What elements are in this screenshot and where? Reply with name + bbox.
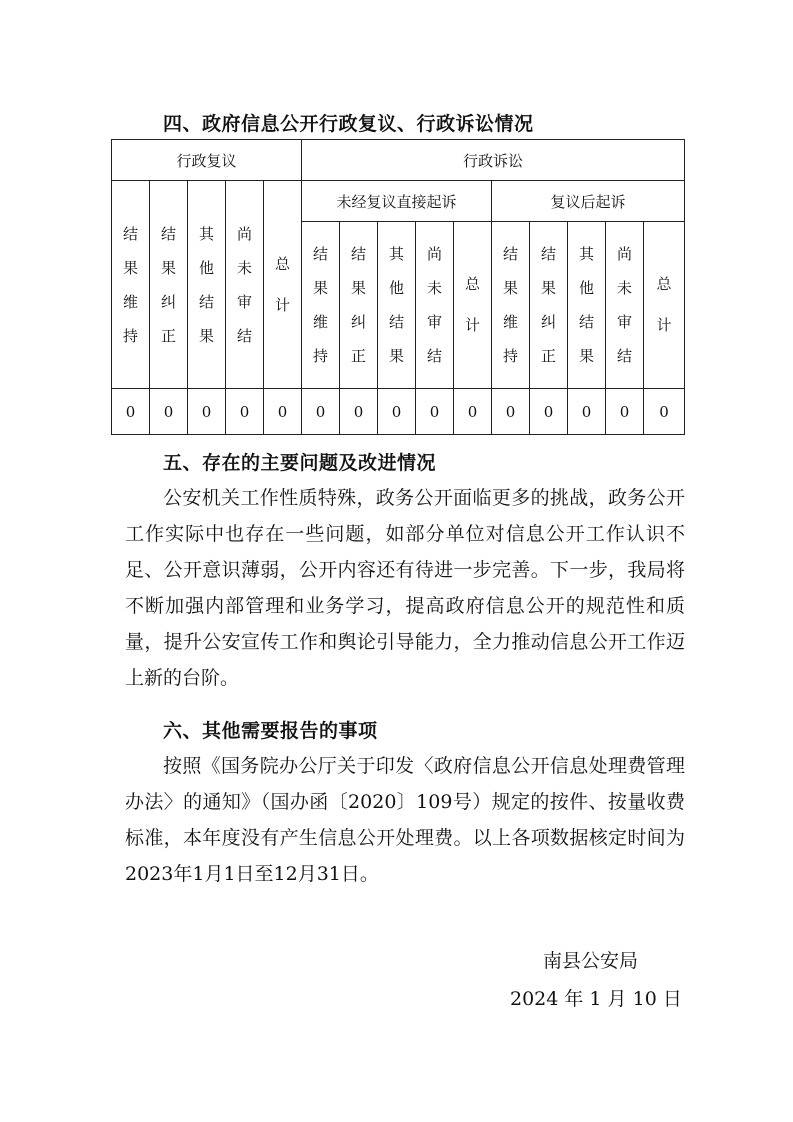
signature-organization: 南县公安局 [543, 950, 639, 972]
direct-value-cell: 0 [454, 389, 492, 435]
direct-value-cell: 0 [378, 389, 416, 435]
after-col-header: 结果纠正 [530, 222, 568, 389]
after-col-header: 总计 [644, 222, 685, 389]
review-value-cell: 0 [264, 389, 302, 435]
direct-col-header: 结果维持 [302, 222, 340, 389]
after-col-header: 结果维持 [492, 222, 530, 389]
direct-col-header: 其他结果 [378, 222, 416, 389]
direct-col-header: 总计 [454, 222, 492, 389]
review-col-header: 其他结果 [188, 181, 226, 389]
after-value-cell: 0 [568, 389, 606, 435]
section-4-title: 四、政府信息公开行政复议、行政诉讼情况 [163, 113, 534, 135]
admin-review-header: 行政复议 [112, 140, 302, 181]
after-review-header: 复议后起诉 [492, 181, 685, 222]
review-value-cell: 0 [150, 389, 188, 435]
direct-value-cell: 0 [340, 389, 378, 435]
admin-litigation-header: 行政诉讼 [302, 140, 685, 181]
section-6-title: 六、其他需要报告的事项 [163, 720, 378, 742]
review-col-header: 尚未审结 [226, 181, 264, 389]
after-value-cell: 0 [492, 389, 530, 435]
review-litigation-table [111, 139, 685, 435]
direct-suit-header: 未经复议直接起诉 [302, 181, 492, 222]
review-value-cell: 0 [226, 389, 264, 435]
after-value-cell: 0 [606, 389, 644, 435]
direct-value-cell: 0 [302, 389, 340, 435]
section-5-body: 公安机关工作性质特殊，政务公开面临更多的挑战，政务公开工作实际中也存在一些问题，如部分单位对信息公开工作认识不足、公开意识薄弱，公开内容还有待进一步完善。下一步，我局将不断加强内部管理和业务学习，提高政府信息公开的规范性和质量，提升公安宣传工作和舆论引导能力，全力推动信息公开工作迈上新的台阶。 [125, 487, 685, 689]
after-value-cell: 0 [530, 389, 568, 435]
after-col-header: 尚未审结 [606, 222, 644, 389]
direct-col-header: 结果纠正 [340, 222, 378, 389]
direct-col-header: 尚未审结 [416, 222, 454, 389]
signature-date: 2024 年 1 月 10 日 [510, 988, 682, 1010]
review-col-header: 结果纠正 [150, 181, 188, 389]
review-value-cell: 0 [112, 389, 150, 435]
review-value-cell: 0 [188, 389, 226, 435]
after-col-header: 其他结果 [568, 222, 606, 389]
section-6-body: 按照《国务院办公厅关于印发〈政府信息公开信息处理费管理办法〉的通知》（国办函〔2020〕109号）规定的按件、按量收费标准，本年度没有产生信息公开处理费。以上各项数据核定时间为2023年1月1日至12月31日。 [125, 755, 685, 885]
section-5-title: 五、存在的主要问题及改进情况 [163, 452, 437, 474]
direct-value-cell: 0 [416, 389, 454, 435]
after-value-cell: 0 [644, 389, 685, 435]
review-col-header: 总计 [264, 181, 302, 389]
review-col-header: 结果维持 [112, 181, 150, 389]
